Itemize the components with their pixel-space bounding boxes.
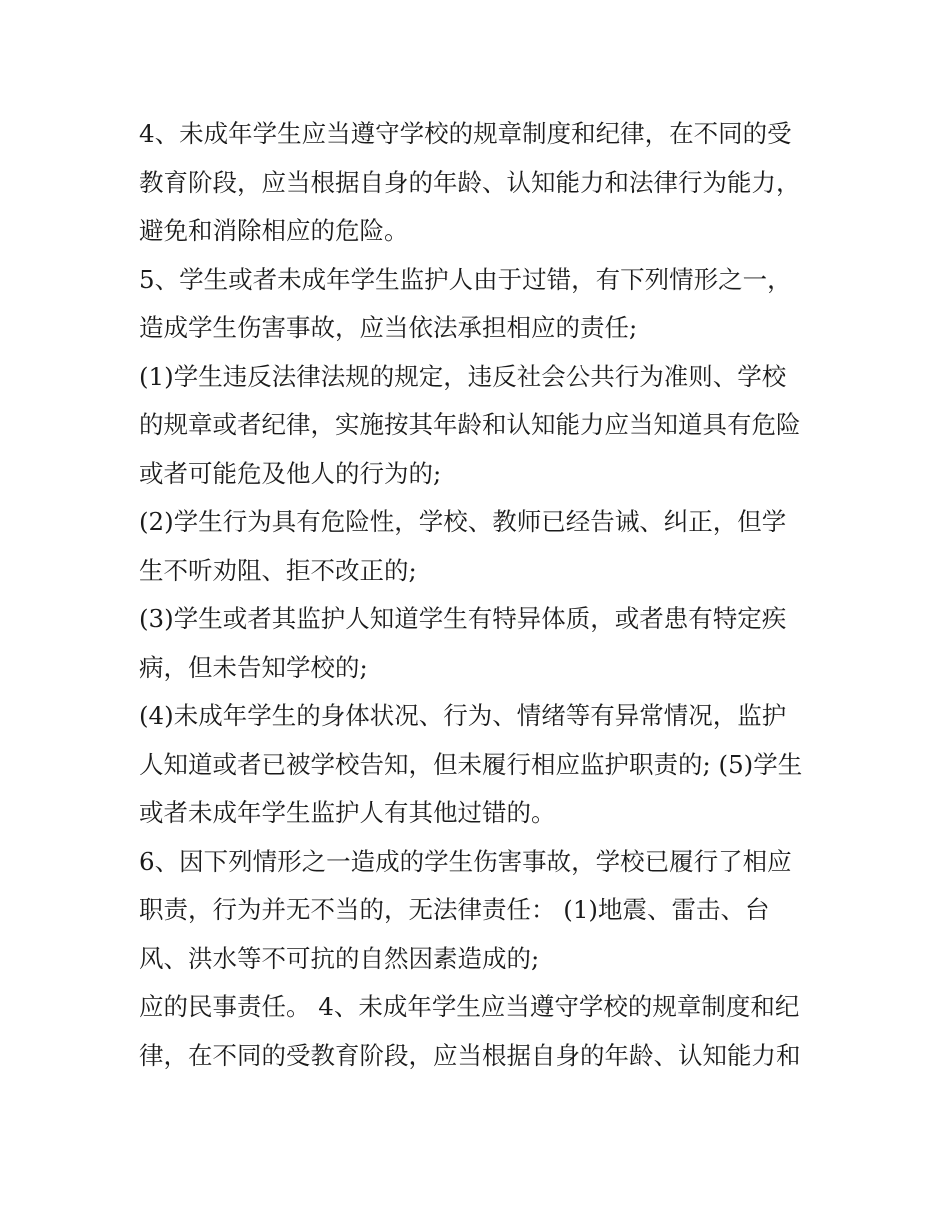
- text-line: 病，但未告知学校的;: [139, 652, 368, 682]
- text-line: 6、因下列情形之一造成的学生伤害事故，学校已履行了相应: [139, 846, 792, 876]
- text-line: 5、学生或者未成年学生监护人由于过错，有下列情形之一，: [139, 264, 792, 294]
- text-line: 律，在不同的受教育阶段，应当根据自身的年龄、认知能力和: [139, 1040, 801, 1070]
- text-line: (2)学生行为具有危险性，学校、教师已经告诫、纠正，但学: [139, 507, 787, 536]
- text-line: 教育阶段，应当根据自身的年龄、认知能力和法律行为能力，: [139, 167, 801, 197]
- text-line: 避免和消除相应的危险。: [139, 216, 409, 245]
- text-line: (1)学生违反法律法规的规定，违反社会公共行为准则、学校: [139, 361, 787, 391]
- text-line: (4)未成年学生的身体状况、行为、情绪等有异常情况，监护: [139, 701, 787, 730]
- text-line: (3)学生或者其监护人知道学生有特异体质，或者患有特定疾: [139, 604, 787, 633]
- text-line: 或者未成年学生监护人有其他过错的。: [139, 798, 556, 827]
- text-line: 生不听劝阻、拒不改正的;: [139, 555, 417, 585]
- text-line: 或者可能危及他人的行为的;: [139, 458, 442, 488]
- text-line: 风、洪水等不可抗的自然因素造成的;: [139, 943, 540, 973]
- text-line: 造成学生伤害事故，应当依法承担相应的责任;: [139, 313, 638, 342]
- text-line: 职责，行为并无不当的，无法律责任： (1)地震、雷击、台: [139, 895, 770, 924]
- document-body: [139, 110, 829, 1080]
- text-line: 应的民事责任。 4、未成年学生应当遵守学校的规章制度和纪: [139, 992, 800, 1021]
- text-line: 人知道或者已被学校告知，但未履行相应监护职责的; (5)学生: [139, 749, 803, 779]
- text-line: 4、未成年学生应当遵守学校的规章制度和纪律，在不同的受: [139, 119, 792, 148]
- text-line: 的规章或者纪律，实施按其年龄和认知能力应当知道具有危险: [139, 410, 801, 439]
